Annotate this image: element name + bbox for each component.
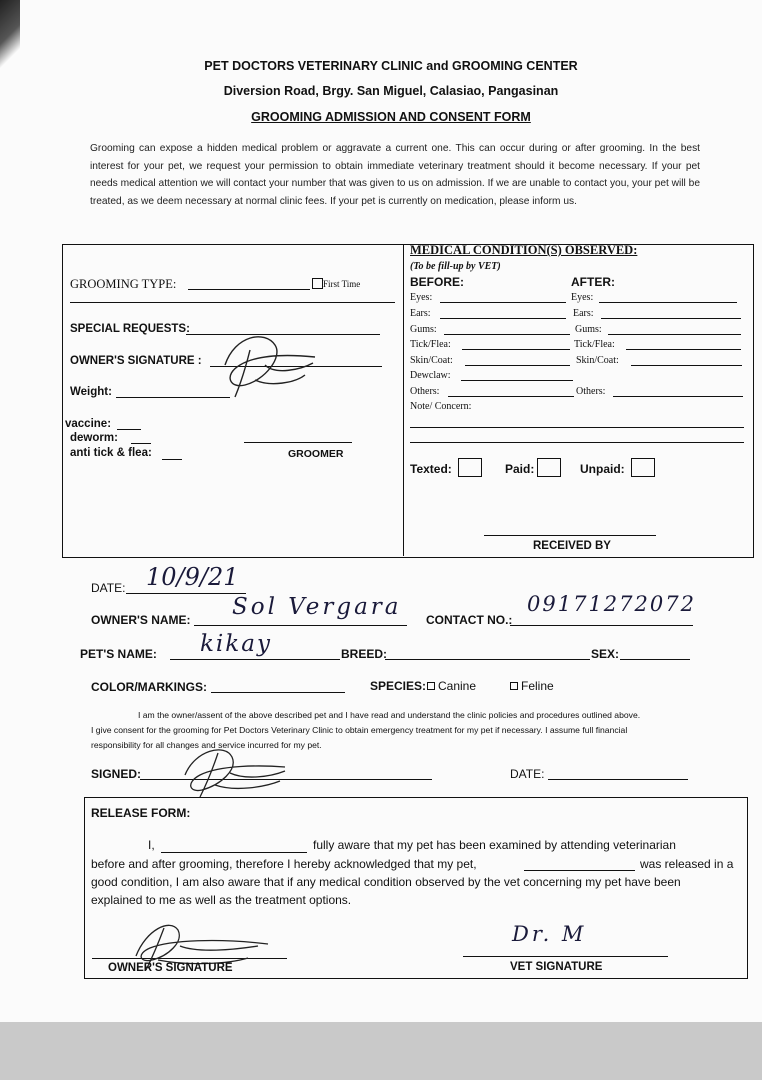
anti-tick-label: anti tick & flea: [70, 447, 152, 459]
before-heading: BEFORE: [410, 275, 464, 289]
after-others-label: Others: [576, 386, 606, 397]
clinic-name: PET DOCTORS VETERINARY CLINIC and GROOMING CENTER [204, 59, 578, 73]
after-tick-line[interactable] [626, 349, 741, 350]
after-eyes-label: Eyes: [571, 292, 594, 303]
deworm-line[interactable] [131, 443, 151, 444]
after-gums-label: Gums: [575, 324, 602, 335]
consent-date-line[interactable] [548, 779, 688, 780]
medical-subtitle: (To be fill-up by VET) [410, 261, 501, 272]
date-value: 10/9/21 [146, 563, 239, 591]
color-markings-line[interactable] [211, 692, 345, 693]
after-ears-label: Ears: [573, 308, 594, 319]
before-others-line[interactable] [448, 396, 574, 397]
weight-label: Weight: [70, 386, 112, 398]
release-text-1: fully aware that my pet has been examined by attending veterinarian [313, 838, 676, 852]
owner-signature-scribble-1 [205, 325, 330, 400]
pet-name-value: kikay [200, 631, 272, 657]
feline-label: Feline [521, 679, 554, 693]
sex-line[interactable] [620, 659, 690, 660]
before-others-label: Others: [410, 386, 440, 397]
clinic-address: Diversion Road, Brgy. San Miguel, Calasiao, Pangasinan [223, 84, 559, 98]
before-ears-label: Ears: [410, 308, 431, 319]
signed-signature-scribble [170, 735, 300, 800]
after-skin-line[interactable] [631, 365, 742, 366]
unpaid-checkbox[interactable] [631, 458, 655, 477]
before-skin-line[interactable] [465, 365, 570, 366]
grooming-type-label: GROOMING TYPE: [70, 277, 177, 291]
vaccine-label: vaccine: [65, 418, 112, 430]
breed-label: BREED: [341, 647, 388, 661]
species-label: SPECIES: [370, 679, 427, 693]
signed-label: SIGNED: [91, 767, 142, 781]
release-name-line[interactable] [161, 852, 307, 853]
date-label: DATE: [91, 581, 126, 595]
groomer-label: GROOMER [288, 448, 344, 460]
special-requests-label: SPECIAL REQUESTS: [70, 323, 190, 335]
grooming-type-line[interactable] [188, 289, 310, 290]
feline-checkbox[interactable] [510, 682, 518, 690]
paid-checkbox[interactable] [537, 458, 561, 477]
after-ears-line[interactable] [601, 318, 741, 319]
paid-label: Paid: [505, 462, 535, 476]
owner-name-label: OWNER'S NAME: [91, 613, 191, 627]
before-eyes-label: Eyes: [410, 292, 433, 303]
after-gums-line[interactable] [608, 334, 741, 335]
color-markings-label: COLOR/MARKINGS: [91, 680, 207, 694]
release-text-3: was released in a [640, 857, 734, 871]
owner-release-signature-label: OWNER'S SIGNATURE [108, 962, 233, 974]
release-text-4: good condition, I am also aware that if any medical condition observed by the vet concerning my pet have been [91, 875, 681, 889]
note-line-1[interactable] [410, 427, 744, 428]
texted-checkbox[interactable] [458, 458, 482, 477]
weight-line[interactable] [116, 397, 230, 398]
contact-line[interactable] [510, 625, 693, 626]
before-gums-label: Gums: [410, 324, 437, 335]
vet-signature-value: Dr. M [512, 922, 587, 946]
deworm-label: deworm: [70, 432, 118, 444]
canine-label: Canine [438, 679, 477, 693]
before-gums-line[interactable] [444, 334, 570, 335]
before-eyes-line[interactable] [440, 302, 566, 303]
vet-signature-label: VET SIGNATURE [510, 961, 603, 973]
after-heading: AFTER: [571, 275, 615, 289]
sex-label: SEX: [591, 647, 620, 661]
after-skin-label: Skin/Coat: [576, 355, 619, 366]
owner-name-value: Sol Vergara [232, 594, 402, 620]
after-tick-label: Tick/Flea: [574, 339, 615, 350]
vaccine-line[interactable] [117, 429, 141, 430]
intro-paragraph: Grooming can expose a hidden medical problem or aggravate a current one. This can occur during or after grooming. In the best interest for your pet, we request your permission to obtain immediate veterinary treatment should it become necessary. If your pet needs medical attention we will contact your number that was given to us on admission. If we are unable to contact you, your pet will be treated, as we deem necessary at normal clinic fees. If your pet is currently on medication, please inform us. [90, 143, 700, 207]
owner-name-line[interactable] [194, 625, 407, 626]
box-divider [403, 244, 404, 556]
vet-signature-line[interactable] [463, 956, 668, 957]
before-skin-label: Skin/Coat: [410, 355, 453, 366]
first-time-label: First Time [323, 279, 361, 289]
form-title: GROOMING ADMISSION AND CONSENT FORM [251, 110, 531, 124]
grooming-type-line-2[interactable] [70, 302, 395, 303]
first-time-checkbox[interactable] [312, 278, 323, 289]
before-dewclaw-label: Dewclaw: [410, 370, 451, 381]
contact-label: CONTACT NO.: [426, 613, 513, 627]
contact-value: 09171272072 [527, 592, 696, 616]
date-line[interactable] [126, 593, 246, 594]
unpaid-label: Unpaid: [580, 462, 625, 476]
consent-line-3: responsibility for all changes and service incurred for my pet. [91, 740, 322, 750]
before-tick-label: Tick/Flea: [410, 339, 451, 350]
release-pet-line[interactable] [524, 870, 635, 871]
received-by-line[interactable] [484, 535, 656, 536]
note-line-2[interactable] [410, 442, 744, 443]
received-by-label: RECEIVED BY [533, 540, 611, 552]
release-text-5: explained to me as well as the treatment options. [91, 893, 352, 907]
pet-name-label: PET'S NAME: [80, 647, 157, 661]
before-tick-line[interactable] [462, 349, 570, 350]
before-dewclaw-line[interactable] [461, 380, 573, 381]
canine-checkbox[interactable] [427, 682, 435, 690]
note-concern-label: Note/ Concern: [410, 401, 472, 412]
medical-title: MEDICAL CONDITION(S) OBSERVED: [410, 243, 638, 257]
release-text-2: before and after grooming, therefore I hereby acknowledged that my pet, [91, 857, 477, 871]
owner-signature-label: OWNER'S SIGNATURE : [70, 355, 202, 367]
release-title: RELEASE FORM: [91, 806, 191, 820]
consent-line-1: I am the owner/assent of the above described pet and I have read and understand the clinic policies and procedures outlined above. [138, 710, 641, 720]
before-ears-line[interactable] [440, 318, 566, 319]
after-eyes-line[interactable] [599, 302, 737, 303]
consent-date-label: DATE: [510, 767, 545, 781]
breed-line[interactable] [385, 659, 590, 660]
texted-label: Texted: [410, 462, 452, 476]
pet-name-line[interactable] [170, 659, 340, 660]
scan-background-strip [0, 1022, 762, 1080]
release-i-label: I, [148, 838, 155, 852]
after-others-line[interactable] [613, 396, 743, 397]
consent-line-2: I give consent for the grooming for Pet Doctors Veterinary Clinic to obtain emergency treatment for my pet if necessary. I assume full financial [91, 725, 628, 735]
anti-tick-line[interactable] [162, 459, 182, 460]
groomer-line[interactable] [244, 442, 352, 443]
